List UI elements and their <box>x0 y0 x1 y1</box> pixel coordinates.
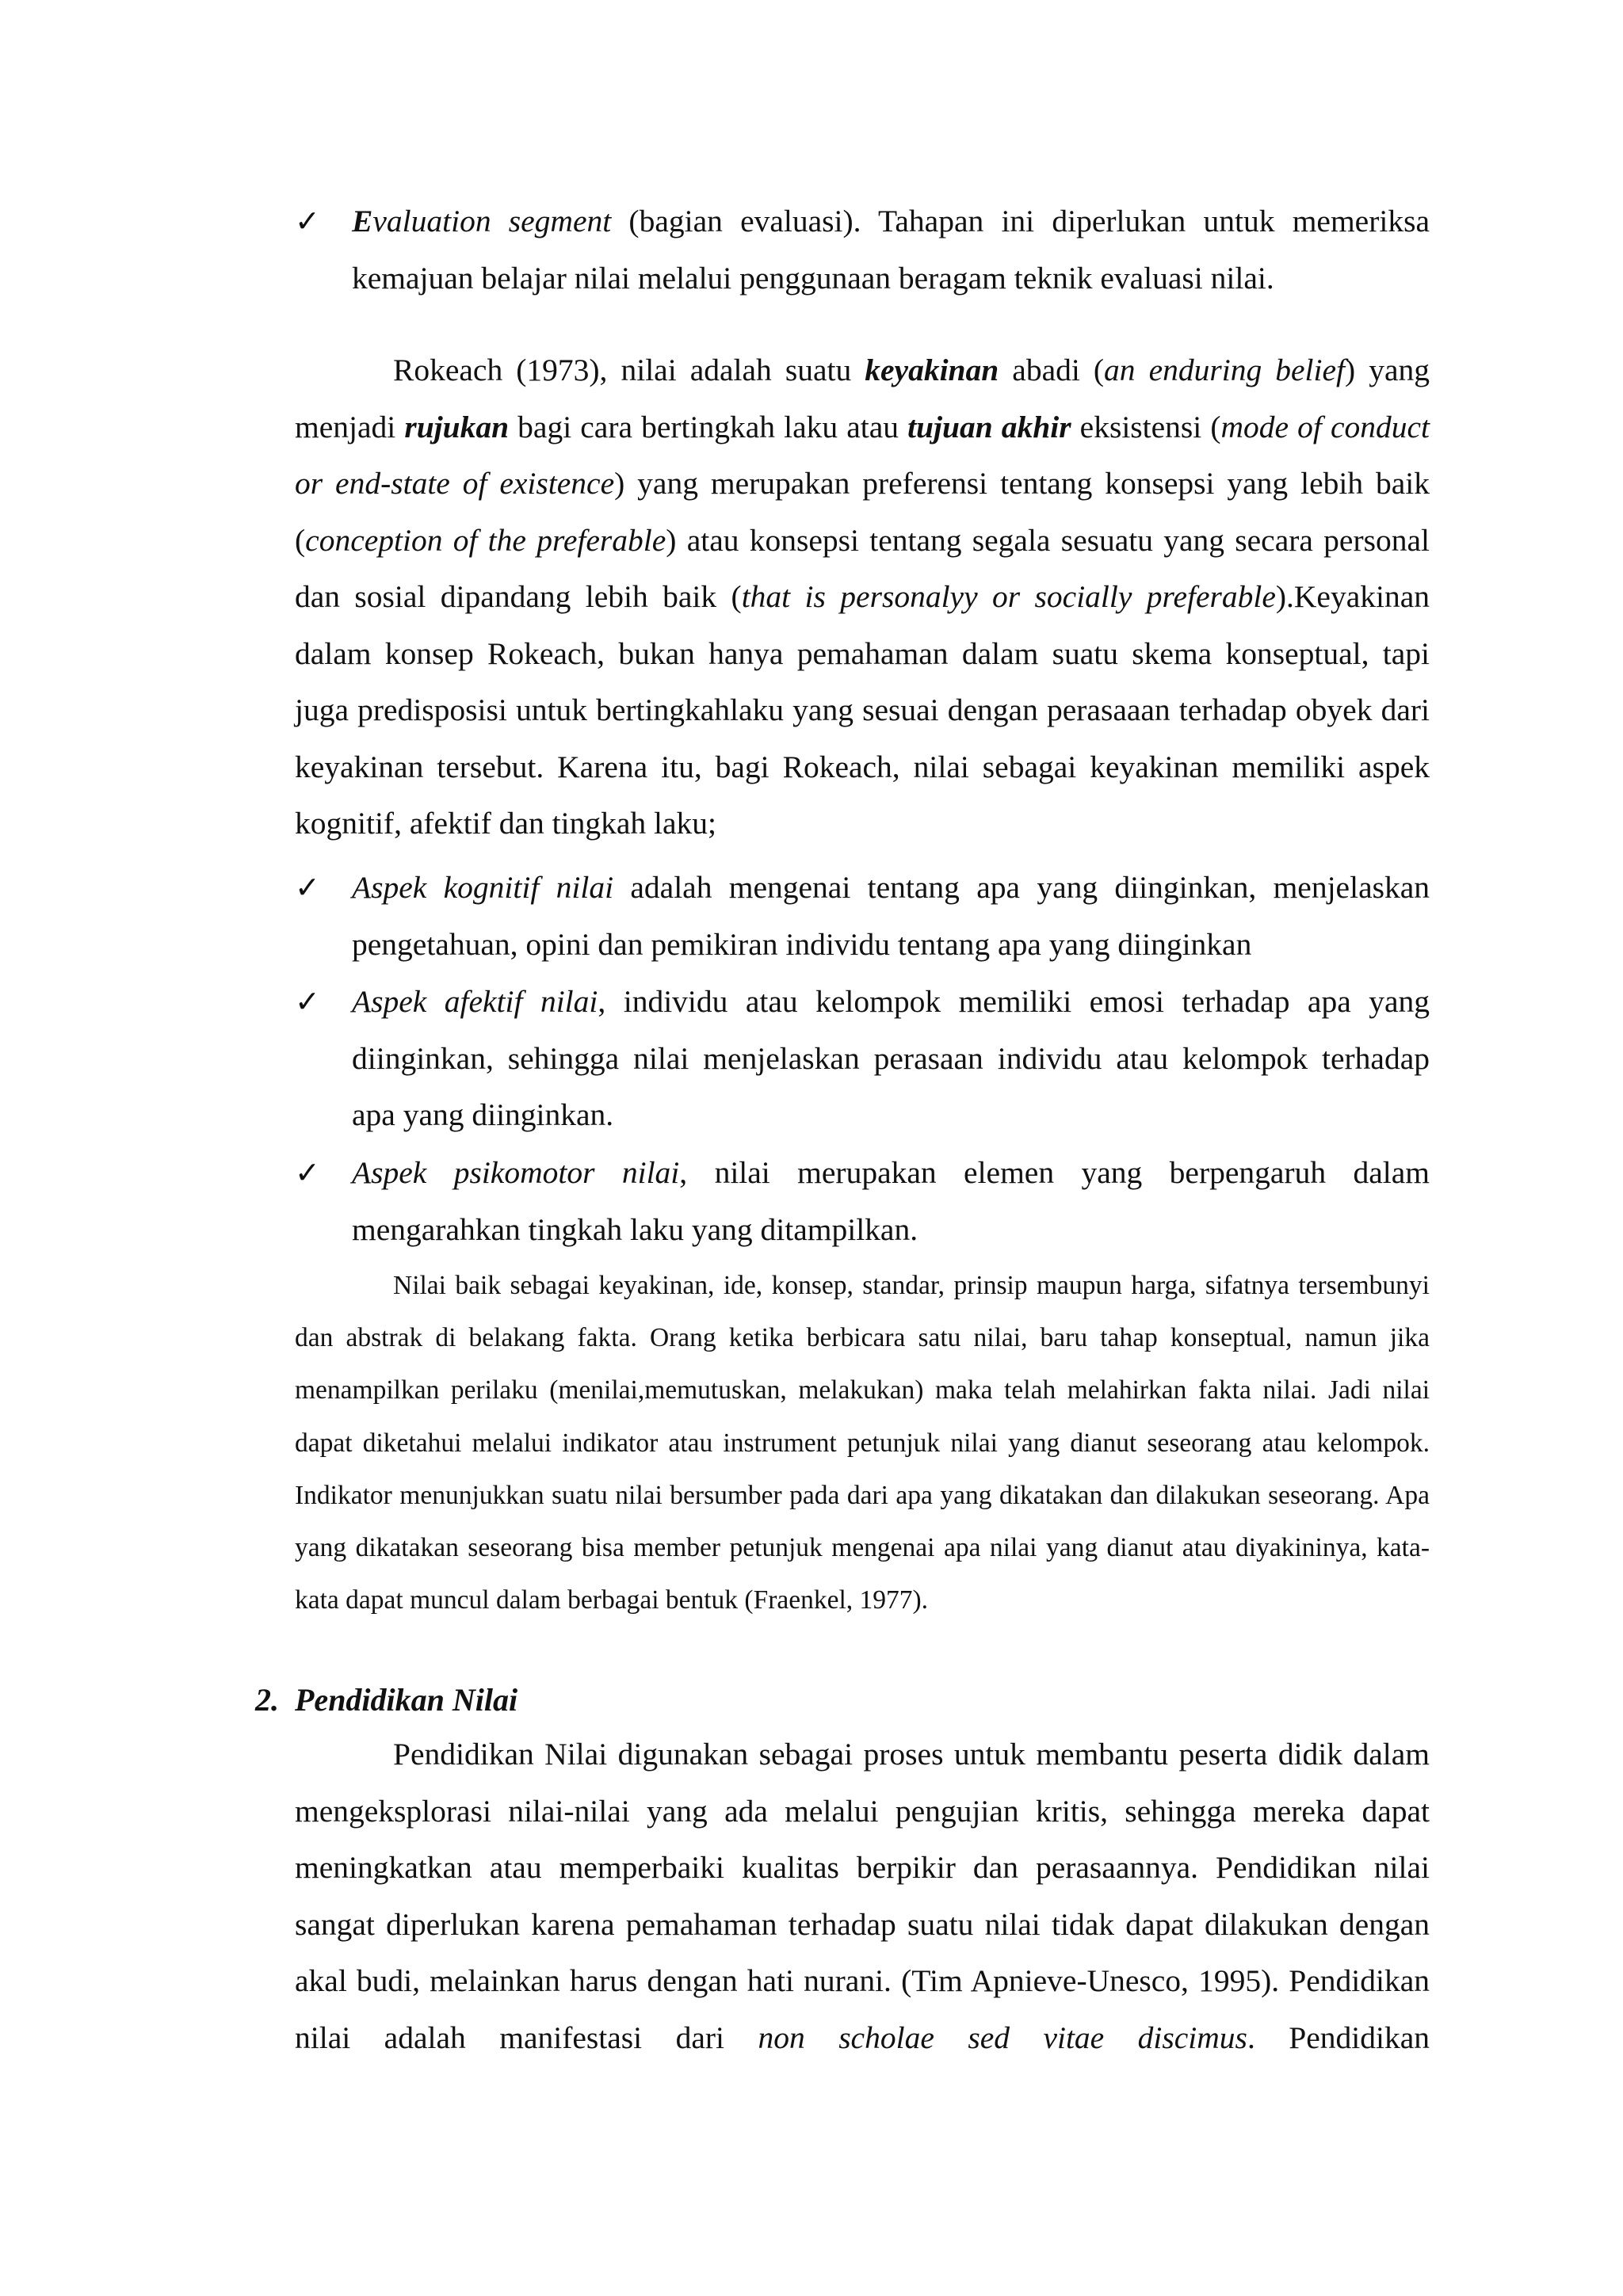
text-run: abadi ( <box>999 353 1105 387</box>
section-number: 2. <box>255 1682 279 1718</box>
italic-term: non scholae sed vitae discimus <box>758 2019 1247 2055</box>
text-run: eksistensi ( <box>1071 409 1221 444</box>
list-item-text <box>352 974 1430 1144</box>
checkmark-icon: ✓ <box>295 870 320 905</box>
italic-term: an enduring belief <box>1104 353 1346 387</box>
checkmark-icon: ✓ <box>295 1155 320 1190</box>
list-item-body: , nilai merupakan elemen yang berpengaruh dalam mengarahkan tingkah laku yang ditampilkan. <box>352 1155 1430 1247</box>
list-item-aspek-afektif <box>295 974 1430 1144</box>
text-run: ).Keyakinan dalam konsep Rokeach, bukan hanya pemahaman dalam suatu skema konseptual, tapi juga predisposisi untuk bertingkahlaku yang sesuai dengan perasaaan terhadap obyek dari keyakinan tersebut. Karena itu, bagi Rokeach, nilai sebagai keyakinan memiliki aspek kognitif, afektif dan tingkah laku; <box>295 579 1430 841</box>
text-run: ) yang merupakan preferensi tentang konsepsi yang lebih baik ( <box>295 466 1430 558</box>
paragraph-pendidikan-nilai <box>295 1726 1430 2066</box>
text-run: bagi cara bertingkah laku atau <box>509 409 908 444</box>
italic-term: conception of the preferable <box>305 522 666 558</box>
term-lead-letter: E <box>352 204 373 238</box>
list-item-text <box>352 193 1430 307</box>
list-item-body: adalah mengenai tentang apa yang diinginkan, menjelaskan pengetahuan, opini dan pemikiran individu tentang apa yang diinginkan <box>352 870 1430 962</box>
list-item-evaluation-segment <box>295 193 1430 312</box>
list-item-text <box>352 1145 1430 1258</box>
list-item-aspek-psikomotor <box>295 1145 1430 1258</box>
checkmark-icon: ✓ <box>295 204 320 238</box>
text-run: ) atau konsepsi tentang segala sesuatu yang secara personal dan sosial dipandang lebih baik ( <box>295 522 1430 614</box>
bold-term-tujuan-akhir: tujuan akhir <box>907 409 1071 444</box>
italic-term: that is personalyy or socially preferable <box>741 579 1276 614</box>
section-heading <box>255 1676 517 1724</box>
list-item-aspek-kognitif <box>295 860 1430 973</box>
list-item-body: (bagian evaluasi). Tahapan ini diperlukan untuk memeriksa kemajuan belajar nilai melalui penggunaan beragam teknik evaluasi nilai. <box>352 204 1430 296</box>
checkmark-icon: ✓ <box>295 984 320 1019</box>
term-italic: Aspek kognitif nilai <box>352 870 614 905</box>
text-run: Pendidikan Nilai digunakan sebagai proses untuk membantu peserta didik dalam mengeksplorasi nilai-nilai yang ada melalui pengujian kritis, sehingga mereka dapat meningkatkan atau memperbaiki kualitas berpikir dan perasaannya. Pendidikan nilai sangat diperlukan karena pemahaman terhadap suatu nilai tidak dapat dilakukan dengan akal budi, melainkan harus dengan hati nurani. (Tim Apnieve-Unesco, 1995). Pendidikan nilai adalah manifestasi dari <box>295 1737 1430 2055</box>
term-italic: Aspek psikomotor nilai <box>352 1155 680 1190</box>
paragraph-rokeach <box>295 342 1430 852</box>
term-italic: Aspek afektif nilai <box>352 984 598 1019</box>
term-italic: valuation segment <box>372 204 612 238</box>
list-item-text <box>352 860 1430 973</box>
section-title: Pendidikan Nilai <box>295 1682 518 1718</box>
paragraph-nilai-small: Nilai baik sebagai keyakinan, ide, konsep, standar, prinsip maupun harga, sifatnya tersembunyi dan abstrak di belakang fakta. Orang ketika berbicara satu nilai, baru tahap konseptual, namun jika menampilkan perilaku (menilai,memutuskan, melakukan) maka telah melahirkan fakta nilai. Jadi nilai dapat diketahui melalui indikator atau instrument petunjuk nilai yang dianut seseorang atau kelompok. Indikator menunjukkan suatu nilai bersumber pada dari apa yang dikatakan dan dilakukan seseorang. Apa yang dikatakan seseorang bisa member petunjuk mengenai apa nilai yang dianut atau diyakininya, kata-kata dapat muncul dalam berbagai bentuk (Fraenkel, 1977). <box>295 1271 1430 1615</box>
list-item-body: , individu atau kelompok memiliki emosi terhadap apa yang diinginkan, sehingga nilai menjelaskan perasaan individu atau kelompok terhadap apa yang diinginkan. <box>352 984 1430 1132</box>
italic-term: mode of conduct or end-state of existence <box>295 409 1430 501</box>
text-run: Rokeach (1973), nilai adalah suatu <box>393 353 865 387</box>
text-run: . Pendidikan <box>1247 2019 1430 2055</box>
bold-term-keyakinan: keyakinan <box>865 353 999 387</box>
text-run: ) yang menjadi <box>295 353 1430 444</box>
bold-term-rujukan: rujukan <box>404 409 510 444</box>
